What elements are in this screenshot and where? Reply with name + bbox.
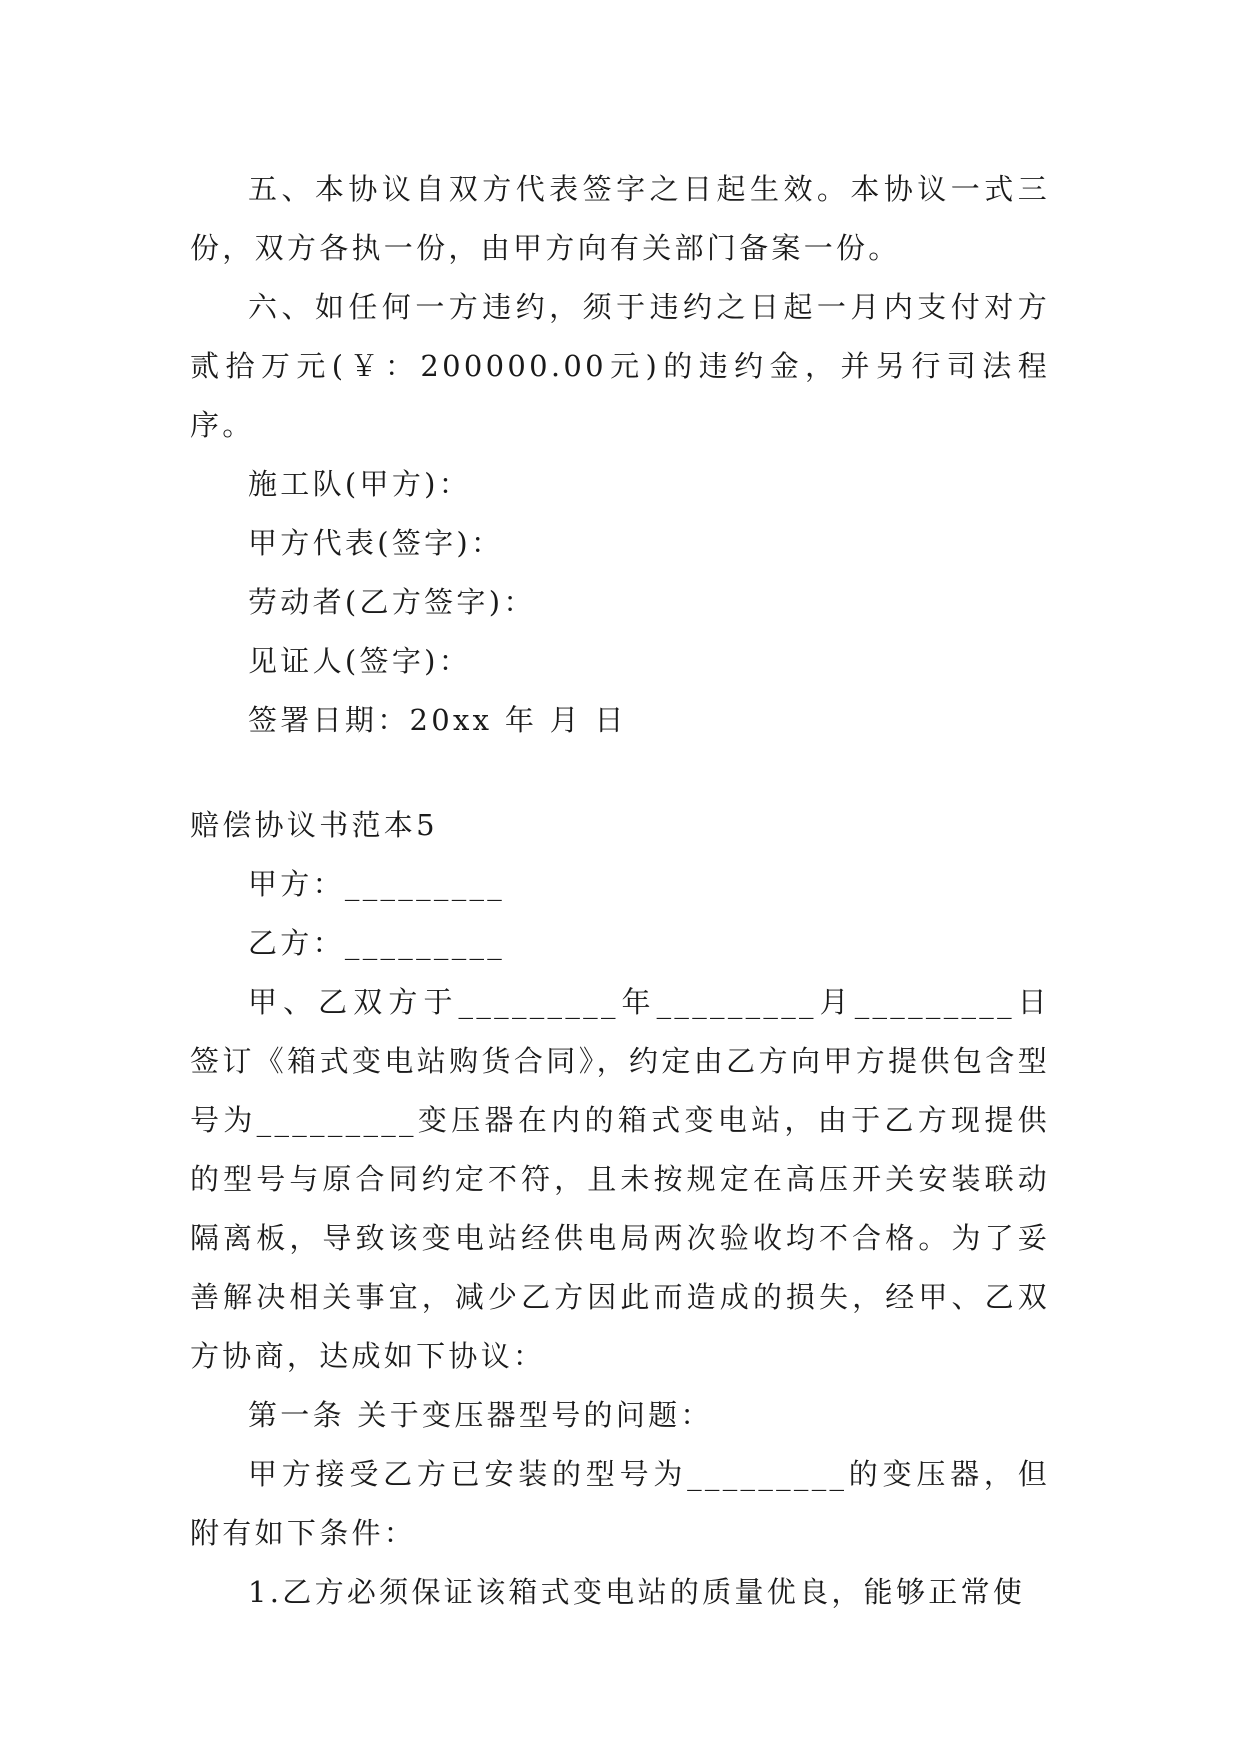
clause-six: 六、如任何一方违约，须于违约之日起一月内支付对方贰拾万元(￥：200000.00元)的违约金，并另行司法程序。 <box>190 290 1050 442</box>
article-one-body: 甲方接受乙方已安装的型号为_________的变压器，但附有如下条件： <box>190 1457 1050 1550</box>
signature-line-witness: 见证人(签字)： <box>248 644 472 678</box>
document-body <box>190 160 1050 1622</box>
article-one-heading: 第一条 关于变压器型号的问题： <box>248 1398 713 1432</box>
signature-line-party-a-representative: 甲方代表(签字)： <box>248 526 504 560</box>
party-b-line: 乙方：_________ <box>248 926 506 960</box>
clause-five: 五、本协议自双方代表签字之日起生效。本协议一式三份，双方各执一份，由甲方向有关部门备案一份。 <box>190 172 1050 265</box>
agreement-preamble: 甲、乙双方于_________年_________月_________日签订《箱式变电站购货合同》，约定由乙方向甲方提供包含型号为_________变压器在内的箱式变电站，由于乙方现提供的型号与原合同约定不符，且未按规定在高压开关安装联动隔离板，导致该变电站经供电局两次验收均不合格。为了妥善解决相关事宜，减少乙方因此而造成的损失，经甲、乙双方协商，达成如下协议： <box>190 985 1050 1373</box>
section-title: 赔偿协议书范本5 <box>190 808 438 842</box>
signature-line-laborer: 劳动者(乙方签字)： <box>248 585 536 619</box>
condition-one: 1.乙方必须保证该箱式变电站的质量优良，能够正常使 <box>248 1575 1026 1609</box>
signing-date-line: 签署日期：20xx 年 月 日 <box>248 703 627 737</box>
signature-line-construction-team: 施工队(甲方)： <box>248 467 472 501</box>
party-a-line: 甲方：_________ <box>248 867 506 901</box>
